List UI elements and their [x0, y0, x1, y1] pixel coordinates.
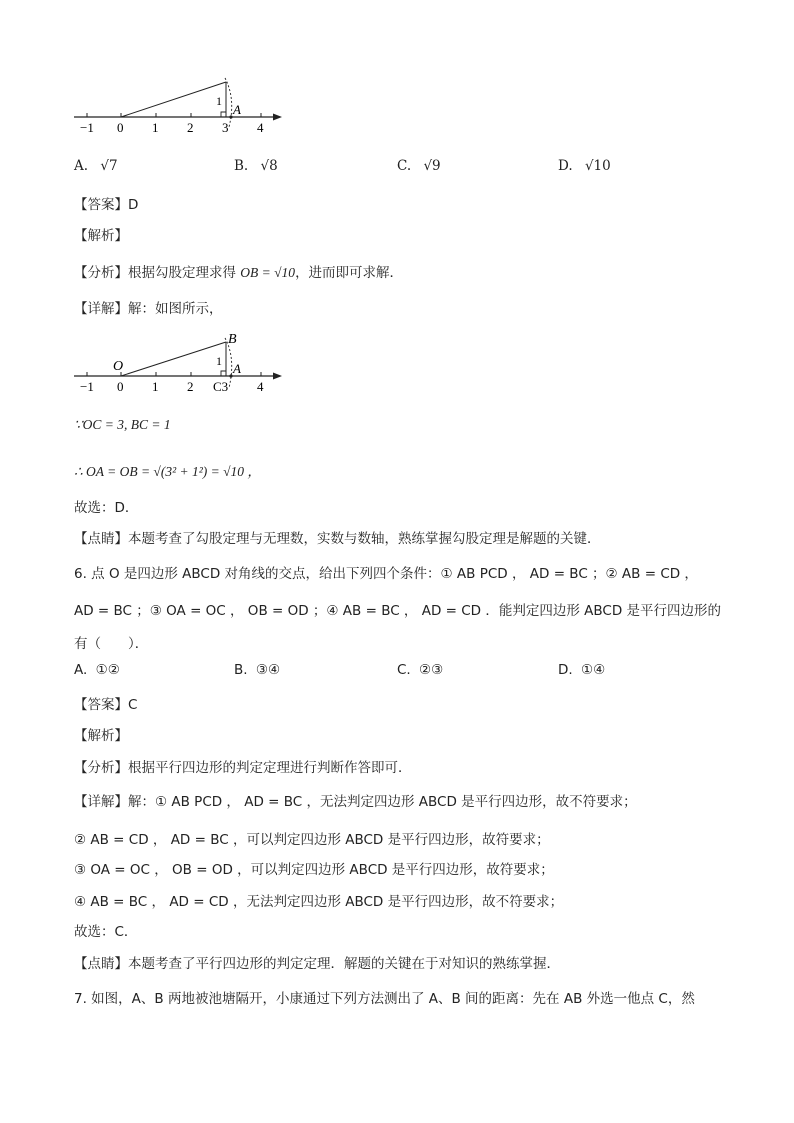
option-c[interactable]: C. √9: [397, 158, 441, 174]
fenxi-line-q5: 【分析】根据勾股定理求得 OB = √10，进而即可求解．: [74, 265, 404, 281]
tick-label-c3: C3: [213, 379, 229, 394]
option-a[interactable]: A. √7: [74, 158, 118, 174]
tick-label: 1: [152, 120, 159, 135]
question-6-line-1: 6. 点 O 是四边形 ABCD 对角线的交点，给出下列四个条件：① AB PCD ， AD = BC ；② AB = CD ，: [74, 566, 698, 582]
detail-line-3-q6: ③ OA = OC ， OB = OD ，可以判定四边形 ABCD 是平行四边形，故符要求；: [74, 862, 554, 878]
xiangjie-line-q6: 【详解】解：① AB PCD ， AD = BC ，无法判定四边形 ABCD 是平行四边形，故不符要求；: [74, 794, 637, 810]
tick-label: 4: [257, 379, 264, 394]
side-label: 1: [216, 94, 222, 108]
detail-line-2-q6: ② AB = CD ， AD = BC ，可以判定四边形 ABCD 是平行四边形，故符要求；: [74, 832, 550, 848]
jiexi-heading-q6: 【解析】: [74, 728, 128, 744]
tick-label: 0: [117, 379, 124, 394]
tick-label: 1: [152, 379, 159, 394]
answer-line-q5: 【答案】D: [74, 197, 139, 213]
because-line-q5: ∵OC = 3, BC = 1: [74, 417, 171, 432]
tick-label: 4: [257, 120, 264, 135]
guxuan-q6: 故选：C．: [74, 924, 138, 940]
xiangjie-line-q5: 【详解】解：如图所示，: [74, 301, 223, 317]
question-6-line-3: 有（ ）．: [74, 636, 149, 652]
question-7-line-1: 7. 如图，A、B 两地被池塘隔开，小康通过下列方法测出了 A、B 间的距离：先在 AB 外选一他点 C，然: [74, 991, 695, 1007]
option-d[interactable]: D. √10: [558, 158, 611, 174]
dianjing-line-q5: 【点睛】本题考查了勾股定理与无理数，实数与数轴，熟练掌握勾股定理是解题的关键．: [74, 531, 601, 547]
hypotenuse-ob: [121, 82, 226, 117]
fenxi-line-q6: 【分析】根据平行四边形的判定定理进行判断作答即可．: [74, 760, 412, 776]
q6-option-c[interactable]: C. ②③: [397, 662, 444, 678]
answer-line-q6: 【答案】C: [74, 697, 138, 713]
point-label-a: A: [233, 361, 241, 376]
question-6-line-2: AD = BC ；③ OA = OC ， OB = OD ；④ AB = BC ， AD = CD ．能判定四边形 ABCD 是平行四边形的: [74, 603, 722, 619]
number-line-figure-2: [70, 328, 290, 398]
tick-label: 2: [187, 379, 194, 394]
tick-label: 2: [187, 120, 194, 135]
q6-option-d[interactable]: D. ①④: [558, 662, 606, 678]
right-angle-mark: [221, 112, 226, 117]
q6-option-a[interactable]: A. ①②: [74, 662, 120, 678]
point-label-b: B: [228, 332, 237, 347]
point-label-o: O: [113, 359, 124, 374]
point-label-a: A: [233, 102, 241, 117]
axis-arrow: [273, 114, 282, 121]
dianjing-line-q6: 【点睛】本题考查了平行四边形的判定定理．解题的关键在于对知识的熟练掌握．: [74, 956, 560, 972]
tick-label: −1: [80, 120, 94, 135]
detail-line-4-q6: ④ AB = BC ， AD = CD ，无法判定四边形 ABCD 是平行四边形，故不符要求；: [74, 894, 564, 910]
axis-arrow: [273, 373, 282, 380]
tick-label: −1: [80, 379, 94, 394]
q6-option-b[interactable]: B. ③④: [234, 662, 281, 678]
tick-label: 0: [117, 120, 124, 135]
hypotenuse-ob: [121, 342, 226, 376]
jiexi-heading-q5: 【解析】: [74, 228, 128, 244]
therefore-line-q5: ∴ OA = OB = √(3² + 1²) = √10 ，: [74, 464, 261, 479]
number-line-figure-1: [70, 75, 290, 135]
tick-label: 3: [222, 120, 229, 135]
side-label: 1: [216, 354, 222, 368]
guxuan-q5: 故选：D．: [74, 500, 139, 516]
option-b[interactable]: B. √8: [234, 158, 278, 174]
right-angle-mark: [221, 371, 226, 376]
